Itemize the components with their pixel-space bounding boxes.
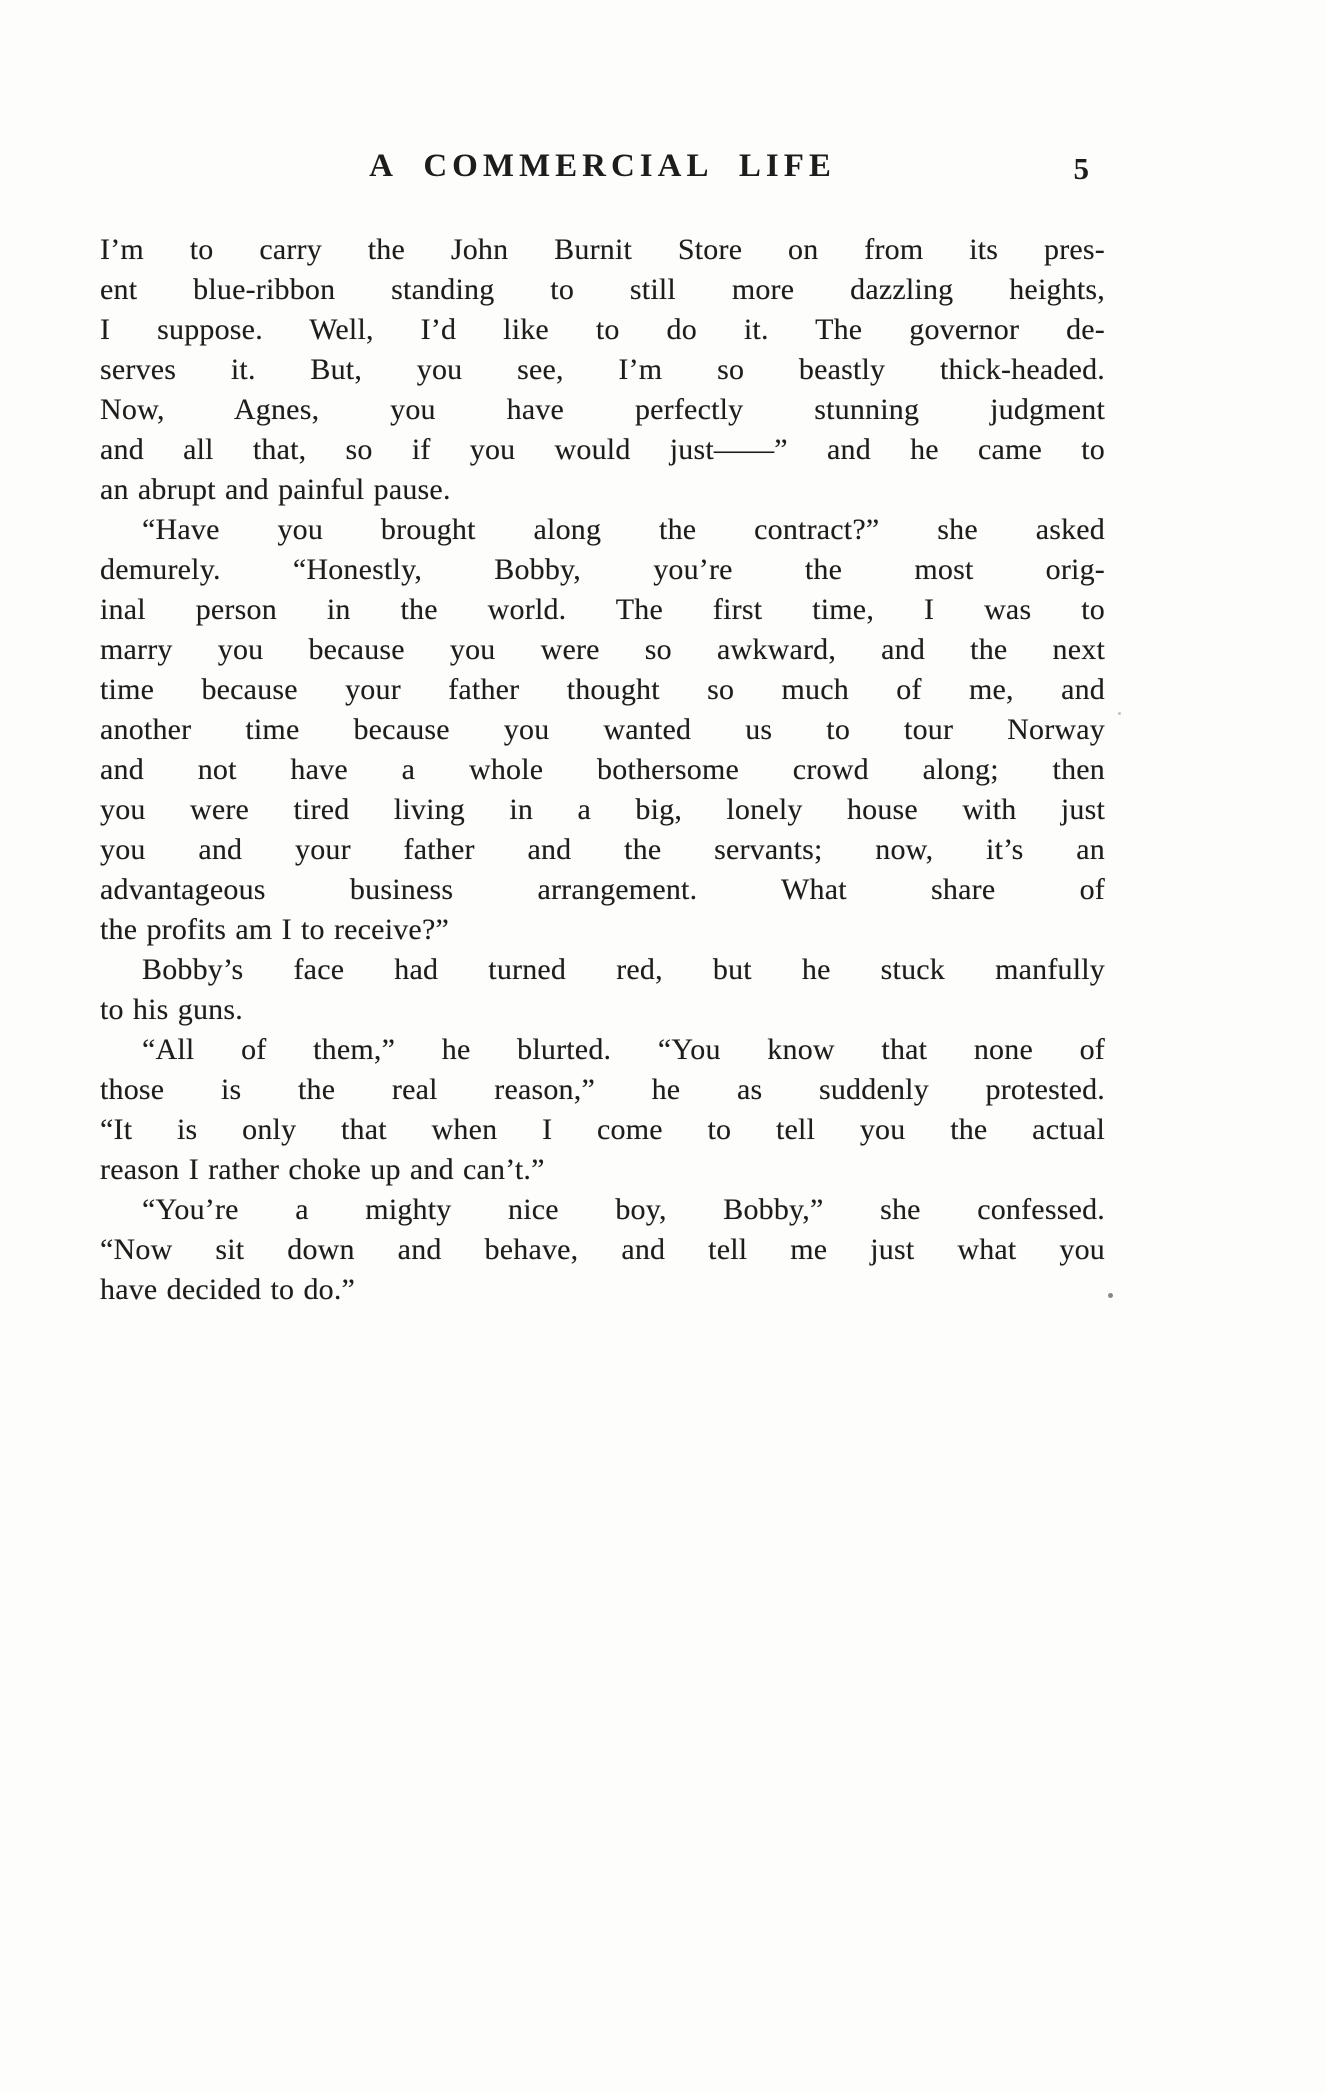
paragraph: [100, 1190, 1105, 1310]
scan-speck: [1118, 712, 1121, 715]
running-header-title: A COMMERCIAL LIFE: [369, 148, 836, 184]
text-line: “All of them,” he blurted. “You know that none of: [142, 1033, 1105, 1066]
text-line: demurely. “Honestly, Bobby, you’re the most orig-: [100, 553, 1105, 586]
text-line: Now, Agnes, you have perfectly stunning judgment: [100, 393, 1105, 426]
text-line: those is the real reason,” he as suddenly protested.: [100, 1073, 1105, 1106]
text-line: reason I rather choke up and can’t.”: [100, 1153, 545, 1186]
text-line: ent blue-ribbon standing to still more dazzling heights,: [100, 273, 1105, 306]
text-line: serves it. But, you see, I’m so beastly thick-headed.: [100, 353, 1105, 386]
text-line: another time because you wanted us to tour Norway: [100, 713, 1105, 746]
text-line: and all that, so if you would just——” and he came to: [100, 433, 1105, 466]
paragraph: [100, 510, 1105, 950]
page-number: 5: [1073, 151, 1089, 186]
text-line: I’m to carry the John Burnit Store on from its pres-: [100, 233, 1105, 266]
running-header: [100, 148, 1105, 194]
text-line: Bobby’s face had turned red, but he stuck manfully: [142, 953, 1105, 986]
text-line: have decided to do.”: [100, 1273, 356, 1306]
scan-speck: [1108, 1293, 1113, 1298]
text-line: “It is only that when I come to tell you the actual: [100, 1113, 1105, 1146]
text-line: time because your father thought so much of me, and: [100, 673, 1105, 706]
text-line: I suppose. Well, I’d like to do it. The governor de-: [100, 313, 1105, 346]
paragraph: [100, 950, 1105, 1030]
text-line: to his guns.: [100, 993, 243, 1026]
page-body: [100, 230, 1105, 1310]
paragraph: [100, 230, 1105, 510]
text-line: marry you because you were so awkward, and the next: [100, 633, 1105, 666]
paragraph: [100, 1030, 1105, 1190]
text-line: and not have a whole bothersome crowd along; then: [100, 753, 1105, 786]
text-line: you were tired living in a big, lonely house with just: [100, 793, 1105, 826]
text-line: you and your father and the servants; now, it’s an: [100, 833, 1105, 866]
text-line: the profits am I to receive?”: [100, 913, 449, 946]
text-line: “You’re a mighty nice boy, Bobby,” she confessed.: [142, 1193, 1105, 1226]
text-line: inal person in the world. The first time, I was to: [100, 593, 1105, 626]
text-line: “Have you brought along the contract?” she asked: [142, 513, 1105, 546]
text-block: [100, 148, 1105, 1310]
text-line: an abrupt and painful pause.: [100, 473, 451, 506]
text-line: “Now sit down and behave, and tell me just what you: [100, 1233, 1105, 1266]
text-line: advantageous business arrangement. What share of: [100, 873, 1105, 906]
